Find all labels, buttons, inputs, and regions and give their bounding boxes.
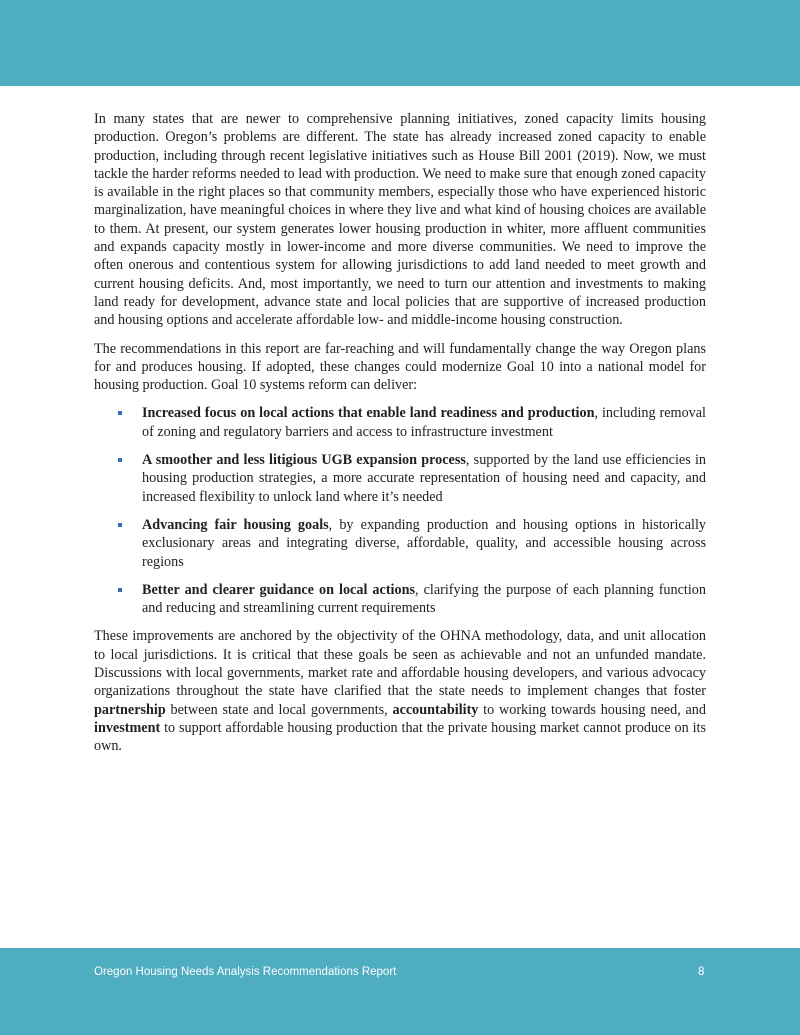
page-body [94,110,706,766]
header-band [0,0,800,86]
emphasis-accountability: accountability [392,701,479,718]
bullet-text: , clarifying the purpose of each planning function and reducing and streamlining current requirements [142,581,706,617]
paragraph-conclusion [94,627,706,755]
conclusion-text-2: between state and local governments, [165,701,393,718]
footer-band [0,948,800,1035]
square-bullet-icon [118,588,122,592]
emphasis-partnership: partnership [94,701,166,718]
emphasis-investment: investment [94,719,161,736]
reform-list [94,404,706,617]
bullet-text: , including removal of zoning and regulatory barriers and access to infrastructure investment [142,405,707,440]
square-bullet-icon [118,411,122,415]
list-item [94,516,706,571]
bullet-text: , by expanding production and housing options in historically exclusionary areas and integrating diverse, affordable, quality, and accessible housing across regions [142,516,706,570]
list-item [94,404,706,441]
list-item [94,451,706,506]
conclusion-text-3: to working towards housing need, and [478,701,706,718]
bullet-bold: Better and clearer guidance on local actions [142,581,415,598]
bullet-bold: Advancing fair housing goals [142,516,329,533]
paragraph-recommendations: The recommendations in this report are far-reaching and will fundamentally change the way Oregon plans for and produces housing. If adopted, these changes could modernize Goal 10 into a national model for housing production. Goal 10 systems reform can deliver: [94,340,706,394]
square-bullet-icon [118,523,122,527]
paragraph-intro: In many states that are newer to comprehensive planning initiatives, zoned capacity limits housing production. Oregon’s problems are different. The state has already increased zoned capacity to enable production, including through recent legislative initiatives such as House Bill 2001 (2019). Now, we must tackle the harder reforms needed to lead with production. We need to make sure that enough zoned capacity is available in the right places so that community members, especially those who have experienced historic marginalization, have meaningful choices in where they live and what kind of housing choices are available to them. At present, our system generates lower housing production in whiter, more affluent communities and expands capacity mostly in lower-income and more diverse communities. We need to improve the often onerous and contentious system for allowing jurisdictions to add land needed to meet growth and current housing deficits. And, most importantly, we need to turn our attention and investments to making land ready for development, advance state and local policies that are supportive of increased production and housing options and accelerate affordable low- and middle-income housing construction. [94,111,706,329]
bullet-bold: Increased focus on local actions that enable land readiness and production [142,405,595,422]
bullet-text: , supported by the land use efficiencies in housing production strategies, a more accurate representation of housing need and capacity, and increased flexibility to unlock land where it’s needed [142,452,707,505]
square-bullet-icon [118,458,122,462]
bullet-bold: A smoother and less litigious UGB expansion process [142,452,466,469]
conclusion-text-1: These improvements are anchored by the objectivity of the OHNA methodology, data, and unit allocation to local jurisdictions. It is critical that these goals be seen as achievable and not an unfunded mandate. Discussions with local governments, market rate and affordable housing developers, and various advocacy organizations throughout the state have clarified that the state needs to implement changes that foster [94,628,706,700]
footer-report-title: Oregon Housing Needs Analysis Recommendations Report [94,966,397,978]
page-number: 8 [698,966,705,978]
conclusion-text-4: to support affordable housing production that the private housing market cannot produce on its own. [94,719,706,755]
list-item [94,581,706,618]
